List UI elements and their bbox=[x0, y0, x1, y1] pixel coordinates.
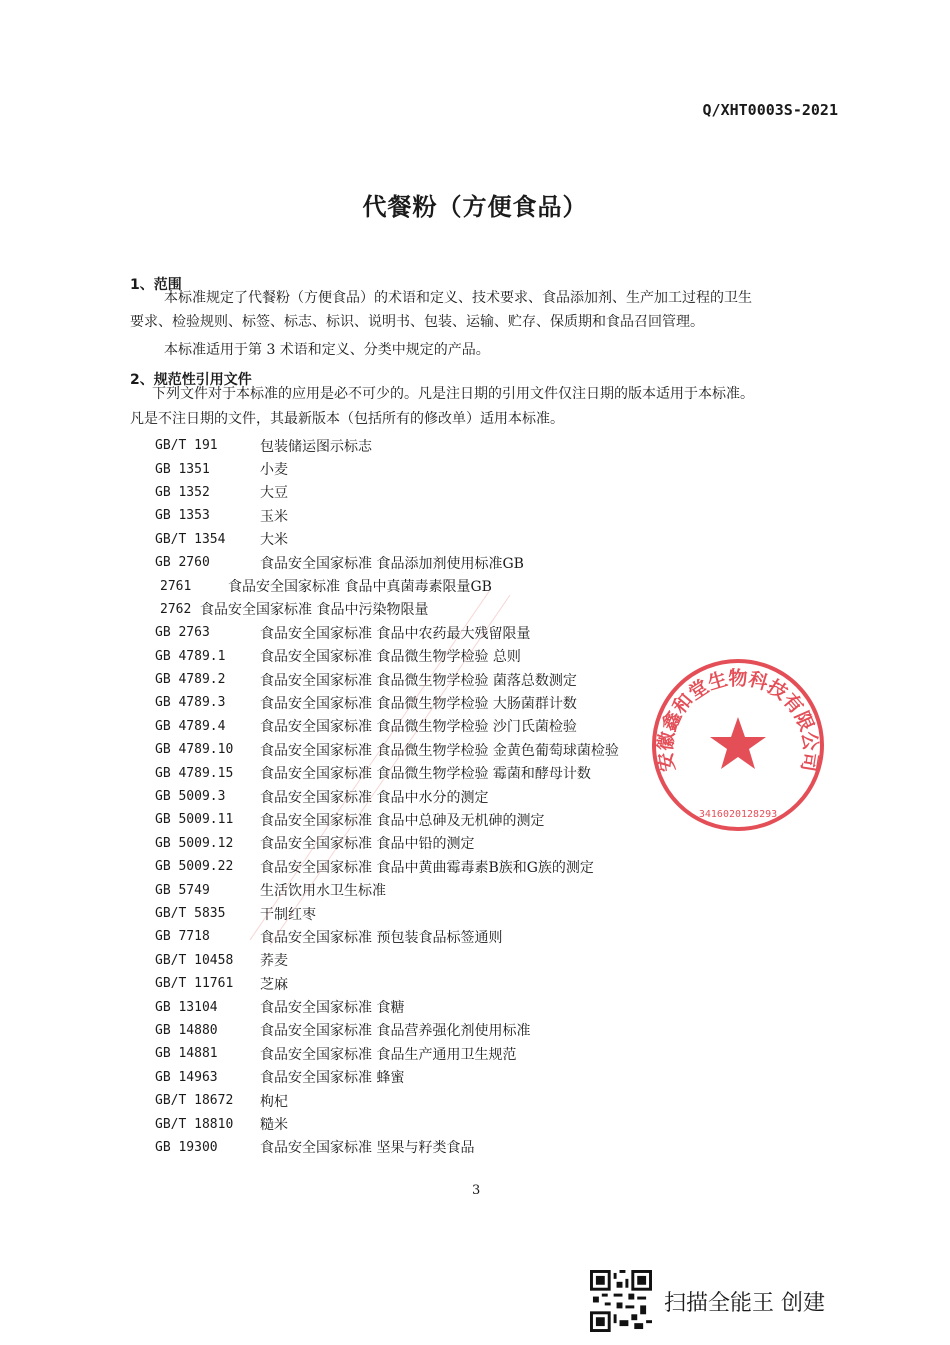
reference-number: GB 14881 bbox=[155, 1046, 218, 1062]
reference-item bbox=[155, 621, 715, 644]
reference-number: GB 4789.2 bbox=[155, 672, 226, 688]
reference-name: 食品安全国家标准 食品中农药最大残留限量 bbox=[260, 625, 531, 642]
reference-number: GB 1352 bbox=[155, 484, 210, 500]
reference-number: GB 4789.1 bbox=[155, 648, 226, 664]
document-title: 代餐粉（方便食品） bbox=[362, 193, 588, 221]
reference-name: 食品安全国家标准 食品中铅的测定 bbox=[260, 836, 475, 853]
reference-item bbox=[155, 995, 715, 1018]
reference-name: 食品安全国家标准 食品生产通用卫生规范 bbox=[260, 1046, 517, 1063]
reference-number: GB/T 1354 bbox=[155, 531, 226, 547]
reference-number: GB 7718 bbox=[155, 929, 210, 945]
section-1-line-3: 本标准适用于第 3 术语和定义、分类中规定的产品。 bbox=[164, 342, 490, 358]
reference-number: GB 14963 bbox=[155, 1069, 218, 1085]
reference-number: GB/T 10458 bbox=[155, 952, 234, 968]
section-2-line-2: 凡是不注日期的文件，其最新版本（包括所有的修改单）适用本标准。 bbox=[130, 411, 564, 427]
reference-item bbox=[155, 808, 715, 831]
reference-number: GB 4789.3 bbox=[155, 695, 226, 711]
standard-code: Q/XHT0003S-2021 bbox=[702, 101, 838, 119]
reference-item bbox=[155, 1019, 715, 1042]
reference-name: 食品安全国家标准 食品营养强化剂使用标准 bbox=[260, 1023, 531, 1040]
reference-item bbox=[155, 949, 715, 972]
reference-item bbox=[155, 785, 715, 808]
reference-name: 干制红枣 bbox=[260, 906, 316, 923]
reference-item bbox=[155, 668, 715, 691]
reference-name: 芝麻 bbox=[260, 976, 288, 993]
reference-number: GB 4789.15 bbox=[155, 765, 234, 781]
section-1-line-1: 本标准规定了代餐粉（方便食品）的术语和定义、技术要求、食品添加剂、生产加工过程的卫生 bbox=[164, 290, 752, 306]
reference-item bbox=[155, 574, 715, 597]
reference-number: 2762 bbox=[160, 601, 192, 617]
reference-item bbox=[155, 738, 715, 761]
reference-item bbox=[155, 504, 715, 527]
reference-number: GB/T 11761 bbox=[155, 976, 234, 992]
reference-number: GB 5009.12 bbox=[155, 835, 234, 851]
reference-number: GB 1351 bbox=[155, 461, 210, 477]
reference-item bbox=[155, 645, 715, 668]
reference-item bbox=[155, 1112, 715, 1135]
reference-name: 食品安全国家标准 食品中总砷及无机砷的测定 bbox=[260, 812, 545, 829]
reference-number: 2761 bbox=[160, 578, 192, 594]
reference-number: GB 2760 bbox=[155, 555, 210, 571]
reference-name: 食品安全国家标准 食品中真菌毒素限量GB bbox=[228, 579, 492, 596]
reference-item bbox=[155, 1136, 715, 1159]
reference-name: 食品安全国家标准 坚果与籽类食品 bbox=[260, 1140, 475, 1157]
reference-number: GB/T 18810 bbox=[155, 1116, 234, 1132]
reference-name: 食品安全国家标准 食品微生物学检验 总则 bbox=[260, 649, 521, 666]
reference-item bbox=[155, 481, 715, 504]
reference-item bbox=[155, 598, 715, 621]
reference-name: 食品安全国家标准 食品中水分的测定 bbox=[260, 789, 489, 806]
reference-name: 食品安全国家标准 食品微生物学检验 金黄色葡萄球菌检验 bbox=[260, 742, 619, 759]
page-number: 3 bbox=[472, 1183, 481, 1198]
reference-name: 小麦 bbox=[260, 462, 288, 479]
reference-item bbox=[155, 972, 715, 995]
reference-name: 大豆 bbox=[260, 485, 288, 502]
reference-name: 荞麦 bbox=[260, 953, 288, 970]
qr-code-icon bbox=[590, 1270, 652, 1332]
reference-name: 食品安全国家标准 蜂蜜 bbox=[260, 1070, 405, 1087]
reference-number: GB 2763 bbox=[155, 625, 210, 641]
reference-number: GB 4789.4 bbox=[155, 718, 226, 734]
reference-item bbox=[155, 691, 715, 714]
reference-name: 大米 bbox=[260, 532, 288, 549]
section-1-heading: 1、范围 bbox=[130, 277, 182, 293]
reference-number: GB/T 18672 bbox=[155, 1093, 234, 1109]
reference-item bbox=[155, 878, 715, 901]
reference-number: GB/T 191 bbox=[155, 438, 218, 454]
reference-item bbox=[155, 1066, 715, 1089]
scanner-footer-text: 扫描全能王 创建 bbox=[664, 1290, 825, 1316]
reference-item bbox=[155, 832, 715, 855]
reference-item bbox=[155, 434, 715, 457]
reference-item bbox=[155, 551, 715, 574]
reference-item bbox=[155, 902, 715, 925]
reference-number: GB 14880 bbox=[155, 1022, 218, 1038]
reference-number: GB 5009.3 bbox=[155, 789, 226, 805]
reference-name: 食品安全国家标准 食糖 bbox=[260, 1000, 405, 1017]
seal-number: 3416020128293 bbox=[698, 809, 778, 820]
section-1-line-2: 要求、检验规则、标签、标志、标识、说明书、包装、运输、贮存、保质期和食品召回管理。 bbox=[130, 314, 704, 330]
section-2-line-1: 下列文件对于本标准的应用是必不可少的。凡是注日期的引用文件仅注日期的版本适用于本标准。 bbox=[152, 386, 754, 402]
reference-name: 包装储运图示标志 bbox=[260, 438, 372, 455]
reference-item bbox=[155, 1042, 715, 1065]
reference-name: 食品安全国家标准 食品中黄曲霉毒素B族和G族的测定 bbox=[260, 859, 594, 876]
reference-name: 食品安全国家标准 食品微生物学检验 霉菌和酵母计数 bbox=[260, 766, 591, 783]
reference-number: GB 19300 bbox=[155, 1139, 218, 1155]
seal-star-icon bbox=[710, 717, 766, 769]
reference-list bbox=[155, 434, 715, 1159]
reference-number: GB 5009.11 bbox=[155, 812, 234, 828]
reference-name: 食品安全国家标准 预包装食品标签通则 bbox=[260, 929, 503, 946]
reference-number: GB/T 5835 bbox=[155, 906, 226, 921]
reference-name: 食品安全国家标准 食品微生物学检验 大肠菌群计数 bbox=[260, 695, 577, 712]
company-seal bbox=[648, 655, 828, 835]
reference-name: 玉米 bbox=[260, 508, 288, 525]
reference-name: 食品安全国家标准 食品微生物学检验 沙门氏菌检验 bbox=[260, 719, 577, 736]
reference-item bbox=[155, 925, 715, 948]
reference-number: GB 13104 bbox=[155, 999, 218, 1015]
reference-item bbox=[155, 761, 715, 784]
reference-number: GB 4789.10 bbox=[155, 742, 234, 758]
reference-item bbox=[155, 528, 715, 551]
reference-number: GB 5009.22 bbox=[155, 859, 234, 875]
reference-item bbox=[155, 457, 715, 480]
reference-name: 糙米 bbox=[260, 1117, 288, 1134]
reference-item bbox=[155, 1089, 715, 1112]
scanner-footer bbox=[590, 1270, 825, 1332]
reference-name: 食品安全国家标准 食品微生物学检验 菌落总数测定 bbox=[260, 672, 577, 689]
reference-name: 枸杞 bbox=[260, 1093, 288, 1110]
seal-text: 安徽鑫和堂生物科技有限公司 bbox=[654, 667, 822, 774]
reference-name: 食品安全国家标准 食品中污染物限量 bbox=[200, 602, 429, 619]
reference-number: GB 1353 bbox=[155, 508, 210, 524]
reference-name: 生活饮用水卫生标准 bbox=[260, 883, 386, 900]
reference-item bbox=[155, 715, 715, 738]
reference-item bbox=[155, 855, 715, 878]
reference-name: 食品安全国家标准 食品添加剂使用标准GB bbox=[260, 555, 524, 572]
reference-number: GB 5749 bbox=[155, 882, 210, 898]
section-2-heading: 2、规范性引用文件 bbox=[130, 372, 252, 388]
